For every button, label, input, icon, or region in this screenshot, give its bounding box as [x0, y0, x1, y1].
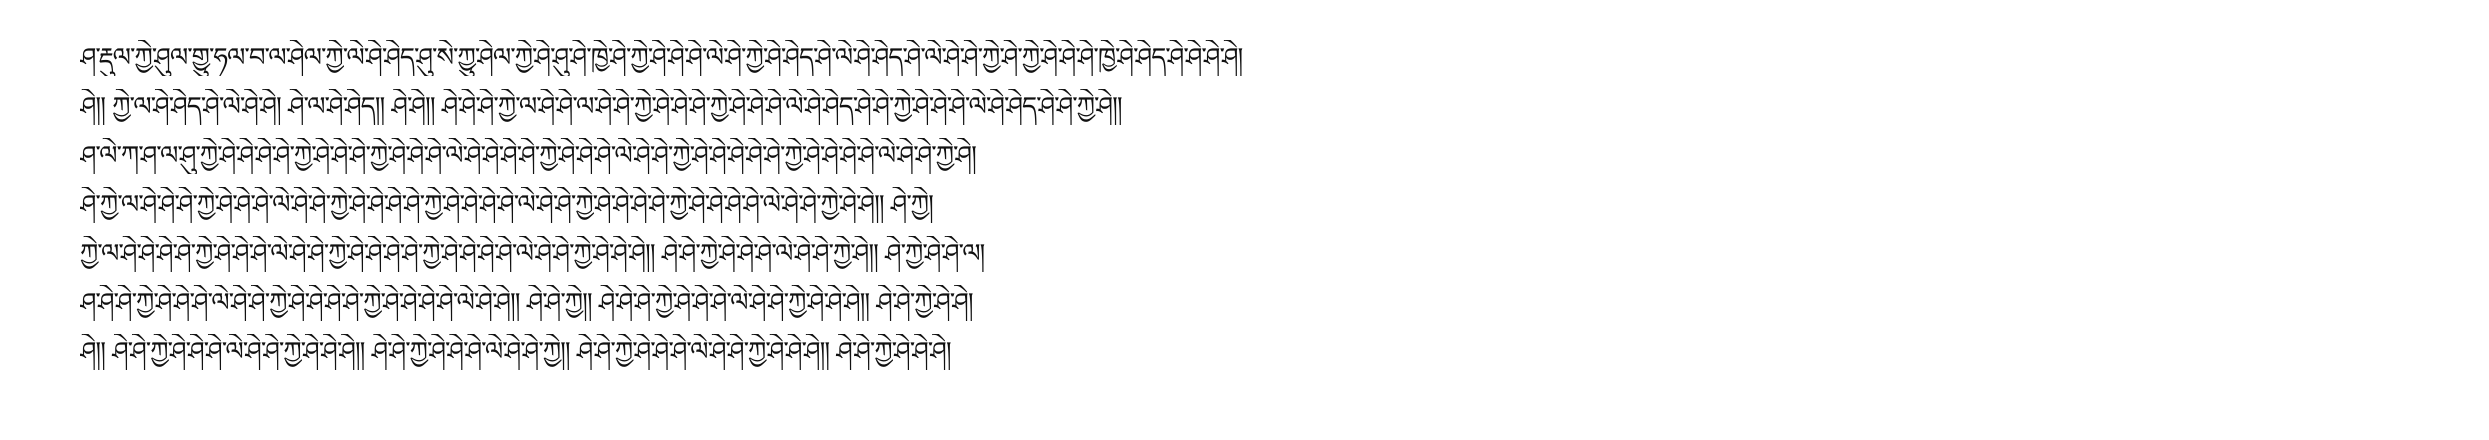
manuscript-page [80, 40, 2410, 400]
text-line-3: ཤ་ལེ་ཀ་ཤ་ལ་ཤུ་ཀྱེ་ཤེ་ཤེ་ཤེ་ཤེ་ཀྱེ་ཤེ་ཤེ་ཤེ་ཀྱེ་ཤེ་ཤེ་ཤེ་ལེ་ཤེ་ཤེ་ཤེ་ཤེ་ཀྱེ་ཤེ་ཤེ་ཤེ་ལེ་ཤེ་ཤེ་ཀྱེ་ཤེ་ཤེ་ཤེ་ཤེ་ཤེ་ཀྱེ་ཤེ་ཤེ་ཤེ་ཤེ་ལེ་ཤེ་ཤེ་ཀྱེ་ཤེ། [80, 141, 976, 171]
text-line-2: ཤེ།། ཀྱེ་ལ་ཤེ་ཤེད་ཤེ་ལེ་ཤེ་ཤེ། ཤེ་ལ་ཤེ་ཤེད།། ཤེ་ཤེ།། ཤེ་ཤེ་ཤེ་ཀྱེ་ལ་ཤེ་ཤེ་ལ་ཤེ་ཤེ་ཀྱེ་ཤེ་ཤེ་ཤེ་ཀྱེ་ཤེ་ཤེ་ཤེ་ལེ་ཤེ་ཤེད་ཤེ་ཤེ་ཀྱེ་ཤེ་ཤེ་ཤེ་ལེ་ཤེ་ཤེད་ཤེ་ཤེ་ཀྱེ་ཤེ།། [80, 92, 1122, 122]
text-line-5: ཀྱེ་ལ་ཤེ་ཤེ་ཤེ་ཤེ་ཀྱེ་ཤེ་ཤེ་ཤེ་ལེ་ཤེ་ཤེ་ཀྱེ་ཤེ་ཤེ་ཤེ་ཤེ་ཀྱེ་ཤེ་ཤེ་ཤེ་ཤེ་ལེ་ཤེ་ཤེ་ཀྱེ་ཤེ་ཤེ་ཤེ།། ཤེ་ཤེ་ཀྱེ་ཤེ་ཤེ་ཤེ་ལེ་ཤེ་ཤེ་ཀྱེ་ཤེ།། ཤེ་ཀྱེ་ཤེ་ཤེ་ལ། [80, 239, 985, 269]
text-line-6: ཤ་ཤེ་ཤེ་ཀྱེ་ཤེ་ཤེ་ཤེ་ལེ་ཤེ་ཤེ་ཀྱེ་ཤེ་ཤེ་ཤེ་ཤེ་ཀྱེ་ཤེ་ཤེ་ཤེ་ཤེ་ལེ་ཤེ་ཤེ།། ཤེ་ཤེ་ཀྱེ།། ཤེ་ཤེ་ཤེ་ཀྱེ་ཤེ་ཤེ་ཤེ་ལེ་ཤེ་ཤེ་ཀྱེ་ཤེ་ཤེ་ཤེ།། ཤེ་ཤེ་ཀྱེ་ཤེ་ཤེ། [80, 288, 973, 318]
text-line-1: ཤ་རྡུལ་ཀྱེ་ཤུལ་གྱུ་ཧལ་བ་ལ་ཤེལ་ཀྱེ་ལེ་ཤེ་ཤེད་ཤུ་སེ་ཀྱུ་ཤེལ་ཀྱེ་ཤེ་ཤུ་ཤེ་ཁྱེ་ཤེ་ཀྱེ་ཤེ་ཤེ་ཤེ་ལེ་ཤེ་ཀྱེ་ཤེ་ཤེད་ཤེ་ལེ་ཤེ་ཤེད་ཤེ་ལེ་ཤེ་ཤེ་ཀྱེ་ཤེ་ཀྱེ་ཤེ་ཤེ་ཤེ་ཁྱེ་ཤེ་ཤེད་ཤེ་ཤེ་ཤེ་ཤེ། [80, 43, 1243, 73]
text-line-4: ཤེ་ཀྱེ་ལ་ཤེ་ཤེ་ཤེ་ཀྱེ་ཤེ་ཤེ་ཤེ་ལེ་ཤེ་ཤེ་ཀྱེ་ཤེ་ཤེ་ཤེ་ཤེ་ཀྱེ་ཤེ་ཤེ་ཤེ་ཤེ་ལེ་ཤེ་ཤེ་ཀྱེ་ཤེ་ཤེ་ཤེ་ཤེ་ཀྱེ་ཤེ་ཤེ་ཤེ་ཤེ་ལེ་ཤེ་ཤེ་ཀྱེ་ཤེ་ཤེ།། ཤེ་ཀྱེ། [80, 190, 933, 220]
text-line-7: ཤེ།། ཤེ་ཤེ་ཀྱེ་ཤེ་ཤེ་ཤེ་ལེ་ཤེ་ཤེ་ཀྱེ་ཤེ་ཤེ་ཤེ།། ཤེ་ཤེ་ཀྱེ་ཤེ་ཤེ་ཤེ་ལེ་ཤེ་ཤེ་ཀྱེ།། ཤེ་ཤེ་ཀྱེ་ཤེ་ཤེ་ཤེ་ལེ་ཤེ་ཤེ་ཀྱེ་ཤེ་ཤེ་ཤེ།། ཤེ་ཤེ་ཀྱེ་ཤེ་ཤེ་ཤེ། [80, 337, 951, 367]
